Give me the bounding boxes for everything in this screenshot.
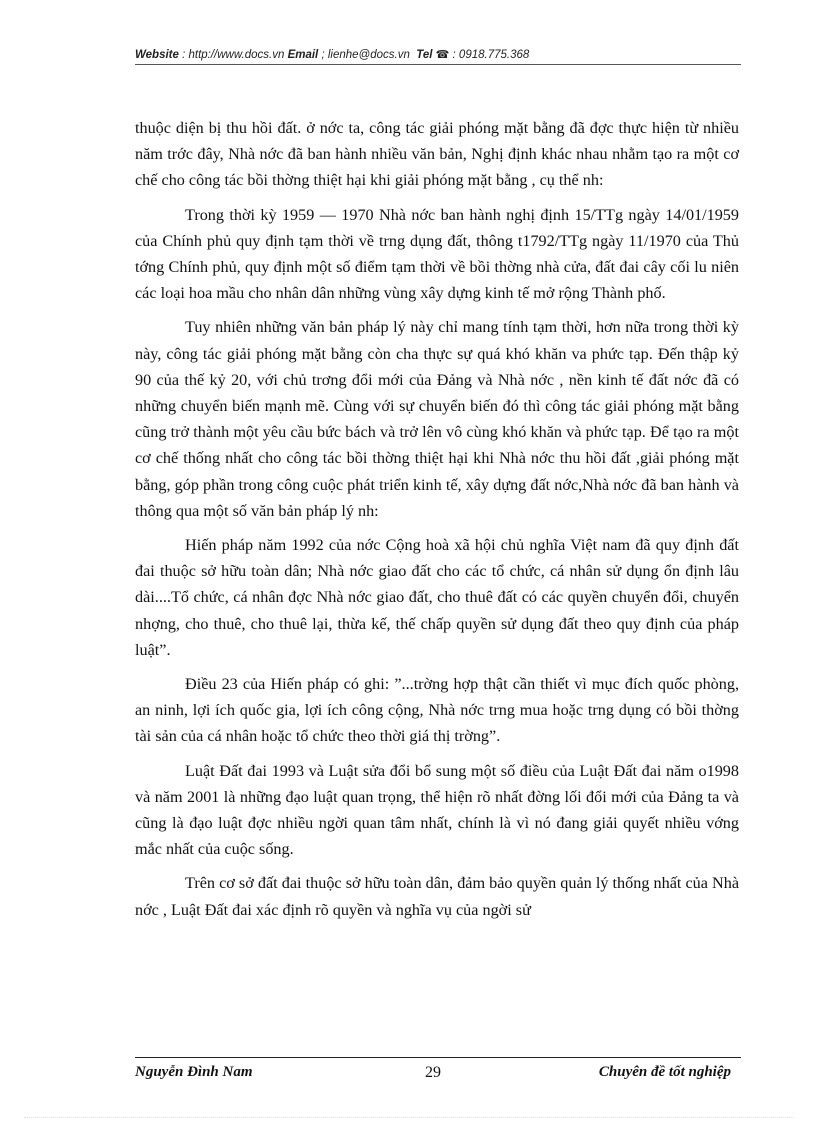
paragraph-4: Hiến pháp năm 1992 của nớc Cộng hoà xã hội chủ nghĩa Việt nam đã quy định đất đai thuộc sở hữu toàn dân; Nhà nớc giao đất cho các tổ chức, cá nhân sử dụng ổn định lâu dài....Tổ chức, cá nhân đợc Nhà nớc giao đất, cho thuê đất có các quyền chuyển đổi, chuyển nhợng, cho thuê, cho thuê lại, thừa kế, thế chấp quyền sử dụng đất theo quy định của pháp luật”. xyxy=(135,536,739,659)
email-label: Email xyxy=(287,49,319,61)
website-label: Website xyxy=(135,49,179,61)
footer-author: Nguyễn Đình Nam xyxy=(135,1064,253,1080)
page-number: 29 xyxy=(425,1064,441,1081)
document-body xyxy=(135,115,739,931)
paragraph-6: Luật Đất đai 1993 và Luật sửa đổi bổ sung một số điều của Luật Đất đai năm o1998 và năm 2001 là những đạo luật quan trọng, thể hiện rõ nhất đờng lối đổi mới của Đảng ta và cũng là đạo luật đợc nhiều ngời quan tâm nhất, chính là vì nó đang giải quyết nhiều vớng mắc nhất của cuộc sống. xyxy=(135,761,739,859)
paragraph-2: Trong thời kỳ 1959 — 1970 Nhà nớc ban hành nghị định 15/TTg ngày 14/01/1959 của Chính phủ quy định tạm thời về trng dụng đất, thông t1792/TTg ngày 11/1970 của Thủ tớng Chính phủ, quy định một số điểm tạm thời về bồi thờng nhà cửa, đất đai cây cối lu niên các loại hoa mầu cho nhân dân những vùng xây dựng kinh tế mở rộng Thành phố. xyxy=(135,205,739,303)
footer-title: Chuyên đề tốt nghiệp xyxy=(598,1064,731,1080)
paragraph-7: Trên cơ sở đất đai thuộc sở hữu toàn dân, đảm bảo quyền quản lý thống nhất của Nhà nớc , Luật Đất đai xác định rõ quyền và nghĩa vụ của ngời sử xyxy=(135,874,739,919)
paragraph-3: Tuy nhiên những văn bản pháp lý này chỉ mang tính tạm thời, hơn nữa trong thời kỳ này, công tác giải phóng mặt bằng còn cha thực sự quá khó khăn va phức tạp. Đến thập kỷ 90 của thế kỷ 20, với chủ trơng đổi mới của Đảng và Nhà nớc , nền kinh tế đất nớc đã có những chuyển biến mạnh mẽ. Cùng với sự chuyển biến đó thì công tác giải phóng mặt bằng cũng trở thành một yêu cầu bức bách và trở lên vô cùng khó khăn và phức tạp. Để tạo ra một cơ chế thống nhất cho công tác bồi thờng thiệt hại khi Nhà nớc thu hồi đất ,giải phóng mặt bằng, góp phần trong công cuộc phát triển kinh tế, xây dựng đất nớc,Nhà nớc đã ban hành và thông qua một số văn bản pháp lý nh: xyxy=(135,318,739,520)
bottom-dotted-border xyxy=(24,1117,794,1118)
page-header xyxy=(135,48,741,61)
tel-label: Tel xyxy=(416,49,433,61)
header-divider xyxy=(135,64,741,65)
phone-icon: ☎ xyxy=(435,49,450,61)
website-separator: : xyxy=(178,49,189,61)
paragraph-5: Điều 23 của Hiến pháp có ghi: ”...trờng hợp thật cần thiết vì mục đích quốc phòng, an ninh, lợi ích quốc gia, lợi ích công cộng, Nhà nớc trng mua hoặc trng dụng có bồi thờng tài sản của cá nhân hoặc tổ chức theo thời giá thị trờng”. xyxy=(135,675,739,746)
email-value[interactable]: ; lienhe@docs.vn xyxy=(318,49,410,61)
page-footer xyxy=(135,1060,741,1084)
footer-divider xyxy=(135,1057,741,1058)
tel-value: : 0918.775.368 xyxy=(449,49,530,61)
paragraph-1: thuộc diện bị thu hồi đất. ở nớc ta, công tác giải phóng mặt bằng đã đợc thực hiện từ nhiều năm trớc đây, Nhà nớc đã ban hành nhiều văn bản, Nghị định khác nhau nhằm tạo ra một cơ chế cho công tác bồi thờng thiệt hại khi giải phóng mặt bằng , cụ thể nh: xyxy=(135,119,739,190)
website-url[interactable]: http://www.docs.vn xyxy=(188,49,285,61)
